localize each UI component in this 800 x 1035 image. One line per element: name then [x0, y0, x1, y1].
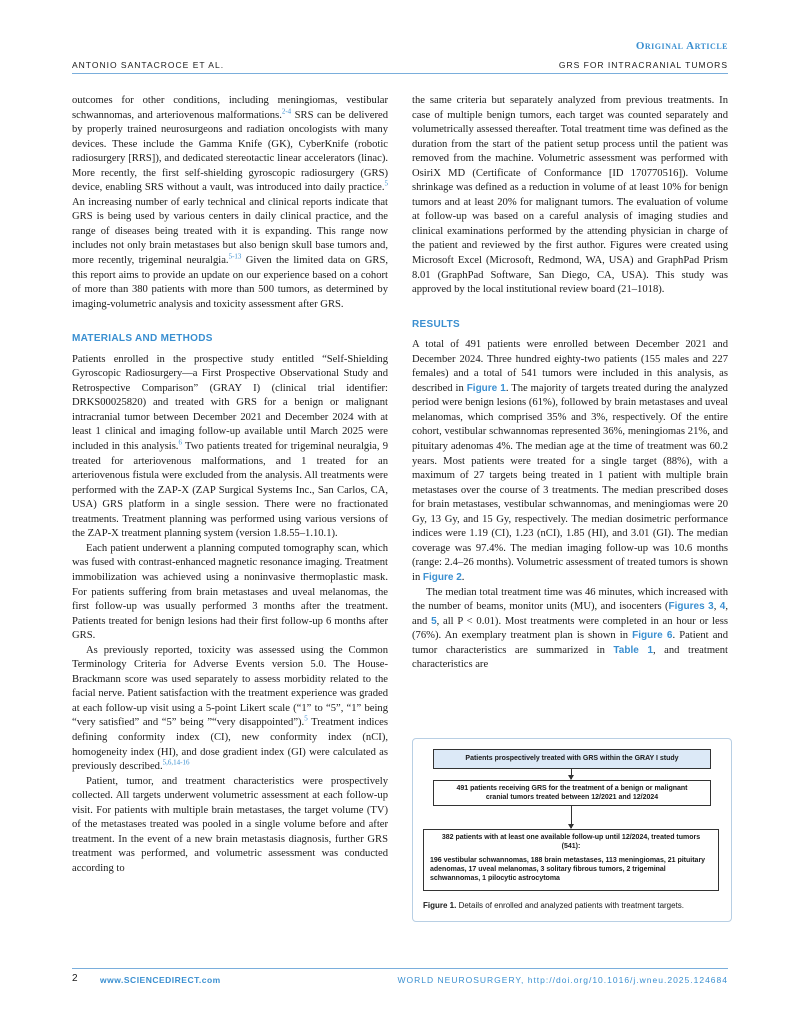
page-number: 2	[72, 973, 78, 984]
journal-doi-footer[interactable]: WORLD NEUROSURGERY, http://doi.org/10.1016/j.wneu.2025.124684	[397, 975, 728, 985]
results-paragraph-2: The median total treatment time was 46 minutes, which increased with the number of beams, monitor units (MU), and isocenters (Figures 3, 4, and 5, all P < 0.01). Most treatments were completed in an hour or less (76%). An exemplary treatment plan is shown in Figure 6. Patient and tumor characteristics are summarized in Table 1, and treatment characteristics are	[412, 586, 729, 671]
intro-paragraph: outcomes for other conditions, including meningiomas, vestibular schwannomas, and arteriovenous malformations.$^{2-4}$ SRS can be delivered by properly trained neurosurgeons and radiation oncologists with many devices. These include the Gamma Knife (GK), CyberKnife (robotic radiosurgery [RRS]), and dedicated stereotactic linear accelerators (linac). More recently, the first self-shielding gyroscopic radiosurgery (GRS) device, enabling SRS without a vault, was introduced into daily practice.$^5$ An increasing number of early technical and clinical reports indicate that GRS is being used by various centers in daily clinical practice, and the range of diseases being treated with it is expanding. This range now includes not only brain metastases but also benign skull base tumors and, more recently, trigeminal neuralgia.$^{5-13}$ Given the limited data on GRS, this report aims to provide an update on our experience based on a cohort of more than 380 patients with more than 500 tumors, as determined by imaging-volumetric analysis and toxicity assessment after GRS.	[72, 95, 388, 310]
methods-paragraph-1: Patients enrolled in the prospective study entitled “Self-Shielding Gyroscopic Radiosurgery—a First Prospective Observational Study and Retrospective Comparison” (GRAY I) (clinical trial identifier: DRKS00025820) and treated with GRS for a benign or malignant intracranial tumor between December 2021 and December 2024 with at least 1 clinical and imaging follow-up available until March 2025 were included in this analysis.$^6$ Two patients treated for trigeminal neuralgia, 9 treated for arteriovenous malformations, and 1 treated for an arteriovenous fistula were excluded from the analysis. All treatments were performed with the ZAP-X (ZAP Surgical Systems Inc., San Carlos, CA, USA) GRS platform in a single session. There were no fractionated treatments. Treatment planning was performed using various versions of the ZAP-X treatment planning system (version 1.8.55–1.10.1).	[72, 353, 389, 540]
methods-paragraph-2: Each patient underwent a planning computed tomography scan, which was fused with contrast-enhanced magnetic resonance imaging. Treatment immobilization was achieved using a noninvasive thermoplastic mask. For patients suffering from brain metastases and uveal melanomas, the first follow-up was usually performed 3 months after the treatment. Patients treated for benign lesions had their first follow-up 6 months after GRS.	[72, 542, 388, 642]
figure-3-link[interactable]: Figures 3	[668, 601, 714, 613]
results-paragraph-1: A total of 491 patients were enrolled between December 2021 and December 2024. Three hundred eighty-two patients (155 males and 227 females) and a total of 541 tumors were included in this analysis, as described in Figure 1. The majority of targets treated during the analyzed period were benign lesions (61%), followed by brain metastases and uveal melanomas, which comprised 35% and 3%, respectively. Of the entire cohort, vestibular schwannomas represented 36%, meningiomas 21%, and pituitary adenomas 4%. The median age at the time of treatment was 60.2 years. Most patients were treated for a single target (88%), with a maximum of 27 targets being treated in 1 patient with multiple brain metastases over the course of 3 treatments. The median prescribed doses for brain metastases, vestibular schwannomas, and meningiomas were 20 Gy, 13 Gy, and 15 Gy, respectively. The median dosimetric performance indices were 1.19 (CI), 1.23 (nCI), 1.85 (HI), and 3.01 (GI). The median coverage was 97.4%. The median imaging follow-up was 10.6 months (range: 2.4–26 months). Volumetric assessment of treated tumors is shown in Figure 2.	[412, 339, 728, 583]
article-type-label: Original Article	[635, 40, 728, 52]
figure-4-link[interactable]: 4	[719, 601, 726, 613]
methods-paragraph-4: Patient, tumor, and treatment characteristics were prospectively collected. All targets underwent volumetric assessment at each follow-up visit. For patients with multiple brain metastases, the target volume (TV) of the metastases treated was pooled in a single volume before and after treatment. In the event of a new brain metastasis diagnosis, further GRS treatment was performed, and volumetric assessment was conducted according to	[72, 775, 388, 874]
table-1-link[interactable]: Table 1	[613, 644, 654, 656]
figure-1-link[interactable]: Figure 1	[466, 382, 506, 394]
right-column	[412, 94, 728, 673]
flowchart-box-analyzed	[423, 829, 719, 891]
analyzed-detail: 196 vestibular schwannomas, 188 brain metastases, 113 meningiomas, 21 pituitary adenomas, 17 uveal melanomas, 3 solitary fibrous tumors, 2 trigeminal schwannomas, 1 pilocytic astrocytoma	[430, 857, 706, 882]
figure-6-link[interactable]: Figure 6	[632, 630, 673, 642]
flowchart-arrow-1	[571, 768, 572, 779]
running-head-authors: ANTONIO SANTACROCE ET AL.	[72, 60, 225, 70]
footer-rule	[72, 968, 728, 969]
flowchart-box-enrollment: Patients prospectively treated with GRS within the GRAY I study	[433, 749, 711, 769]
running-head-title: GRS FOR INTRACRANIAL TUMORS	[558, 60, 728, 70]
methods-paragraph-3: As previously reported, toxicity was assessed using the Common Terminology Criteria for Adverse Events version 5.0. The House-Brackmann score was used separately to assess morbidity related to the facial nerve. Patient satisfaction with the treatment experience was graded at each follow-up visit using a 5-point Likert scale (“1” to “5”, “1” being “very satisfied” and “5” being ”“very disappointed”).$^5$ Treatment indices defining conformity index (CI), new conformity index (nCI), homogeneity index (HI), and dose gradient index (GI) were calculated as previously described.$^{5,6,14-16}$	[72, 644, 388, 773]
methods-paragraph-continued: the same criteria but separately analyzed from previous treatments. In case of multiple benign tumors, each target was counted separately and volumetrically assessed thereafter. Total treatment time was defined as the duration from the start of the patient setup process until the patient was removed from the machine. Volumetric assessment was performed with OsiriX MD (Certificate of Conformance [ID 170770516]). Volume shrinkage was defined as a reduction in volume of at least 10% for benign tumors and at least 20% for malignant tumors. The evaluation of volume at follow-up was based on a careful analysis of imaging studies and clinical examinations performed by the attending physician in charge of the patient and reviewed by the first author. Figures were created using Microsoft Excel (Microsoft, Redmond, WA, USA) and GraphPad Prism 8.01 (GraphPad Software, San Diego, CA, USA). This study was approved by the local institutional review board (21–1018).	[412, 95, 728, 296]
figure-2-link[interactable]: Figure 2	[422, 571, 462, 583]
analyzed-title: 382 patients with at least one available follow-up until 12/2024, treated tumors (541):	[441, 834, 701, 850]
section-heading-results: RESULTS	[412, 318, 461, 330]
header-rule	[72, 73, 728, 74]
left-column	[72, 94, 388, 876]
flowchart-arrow-2	[571, 805, 572, 828]
figure-5-link[interactable]: 5	[431, 615, 437, 627]
section-heading-methods: MATERIALS AND METHODS	[72, 333, 213, 345]
figure-1-caption: Figure 1. Details of enrolled and analyzed patients with treatment targets.	[423, 901, 685, 910]
flowchart-box-treated: 491 patients receiving GRS for the treatment of a benign or malignant cranial tumors treated between 12/2021 and 12/2024	[433, 780, 711, 806]
website-link[interactable]: www.SCIENCEDIRECT.com	[100, 975, 221, 985]
figure-1	[412, 738, 732, 922]
